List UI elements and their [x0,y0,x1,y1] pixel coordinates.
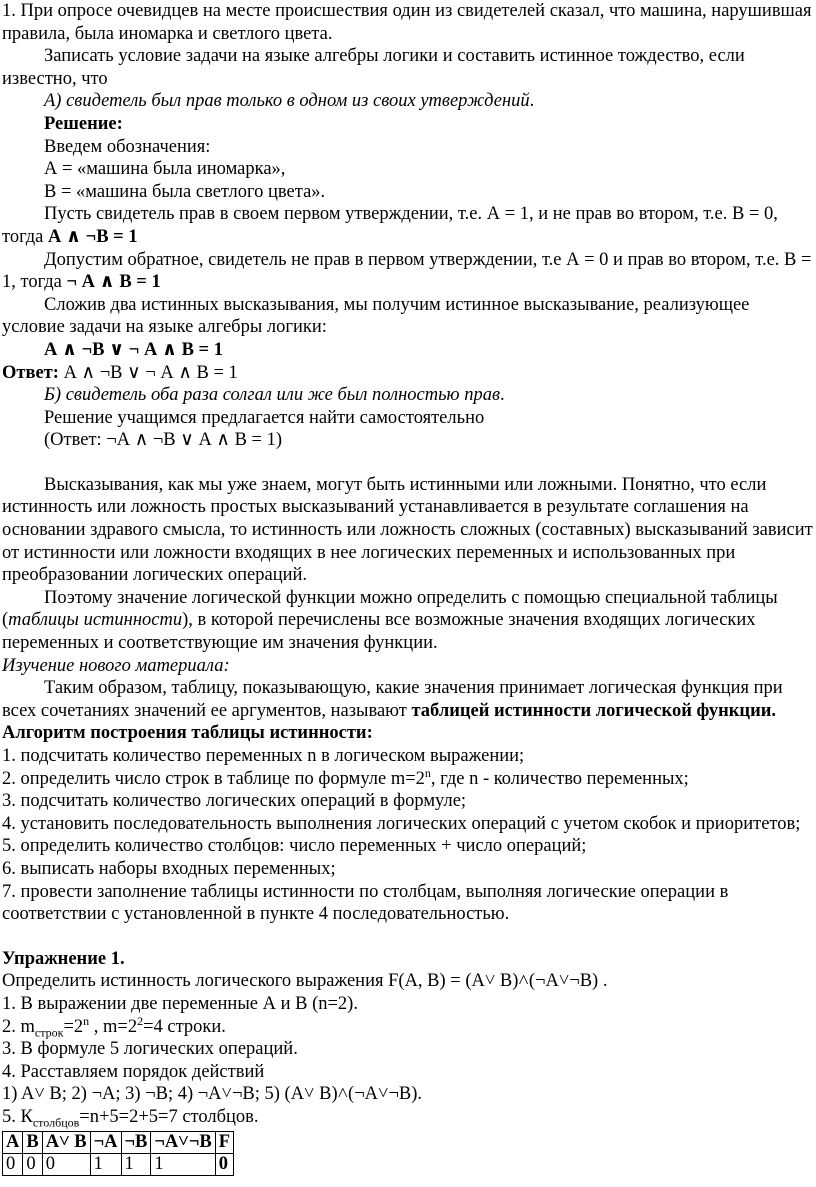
second-case-text: Допустим обратное, свидетель не прав в первом утверждении, т.е А = 0 и прав во втором, т.е. В = 1, тогда [2,249,812,293]
algorithm-step-7: 7. провести заполнение таблицы истинности по столбцам, выполняя логические операции в соответствии с установленной в пункте 4 последовательностью. [2,881,729,925]
exercise-task: Определить истинность логического выражения F(A, B) = (A˅ B)˄(¬A˅¬B) . [2,971,608,992]
l6-sub: столбцов [32,1115,80,1130]
table-row [3,1153,234,1175]
definition-b: В = «машина была светлого цвета». [44,181,326,202]
l2-a: 2. m [2,1016,35,1037]
l2-sup1: n [83,1013,90,1028]
table-header-cell: ¬A˅¬B [151,1131,215,1153]
problem-statement: 1. При опросе очевидцев на месте происшествия один из свидетелей сказал, что машина, нарушившая правила, была иномарка и светлого цвета. [2,1,812,44]
new-material-heading: Изучение нового материала: [2,655,230,676]
table-header-cell: F [215,1131,233,1153]
truth-table [2,1131,234,1176]
algorithm-step-5: 5. определить количество столбцов: число переменных + число операций; [2,836,587,857]
algorithm-step-4: 4. установить последовательность выполнения логических операций с учетом скобок и приоритетов; [2,813,801,834]
sum-text: Сложив два истинных высказывания, мы получим истинное высказывание, реализующее условие задачи на языке алгебры логики: [2,294,750,338]
table-header-cell: A [3,1131,23,1153]
table-cell: 1 [151,1153,215,1175]
answer-formula: А ∧ ¬В ∨ ¬ А ∧ В = 1 [58,362,238,383]
case-a-dot: . [529,91,535,112]
case-b [2,384,814,407]
second-case [2,249,814,294]
algorithm-step-6: 6. выписать наборы входных переменных; [2,858,336,879]
spacer [2,926,814,948]
student-task: Решение учащимся предлагается найти самостоятельно [44,407,485,428]
table-cell-result: 0 [215,1153,233,1175]
algorithm-heading: Алгоритм построения таблицы истинности: [2,723,373,744]
algorithm-step-2 [2,765,814,791]
table-header-cell: A˅ B [42,1131,90,1153]
l2-d: =4 строки. [143,1016,226,1037]
table-header-cell: B [23,1131,42,1153]
case-b-dot: . [500,385,505,406]
case-a-text: А) свидетель был прав только в одном из своих утверждений [44,91,530,112]
table-cell: 1 [90,1153,121,1175]
step2-sup: n [424,765,431,780]
definition-a: А = «машина была иномарка», [44,159,286,180]
algorithm-step-3: 3. подсчитать количество логических операций в формуле; [2,791,467,812]
l6-a: 5. К [2,1106,33,1127]
answer [2,362,814,385]
para3-before: Таким образом, таблицу, показывающую, какие значения принимает логическая функция при всех сочетаниях значений ее аргументов, называют [2,678,783,721]
theory-paragraph-1: Высказывания, как мы уже знаем, могут быть истинными или ложными. Понятно, что если истинность или ложность простых высказываний устанавливается в результате соглашения на основании здравого смысла, то истинность или ложность сложных (составных) высказываний зависит от истинности или ложности входящих в нее логических переменных и использованных при преобразовании логических операций. [2,474,813,586]
first-case [2,203,814,248]
step2-before: 2. определить число строк в таблице по формуле m=2 [2,768,425,789]
solution-heading: Решение: [44,113,123,134]
para3-bold: таблицей истинности логической функции. [411,700,777,721]
table-header-cell: ¬A [90,1131,121,1153]
theory-paragraph-2 [2,587,814,655]
notation-intro: Введем обозначения: [44,136,211,157]
table-cell: 1 [121,1153,151,1175]
case-b-text: Б) свидетель оба раза солгал или же был полностью прав [44,385,500,406]
algorithm-step-1: 1. подсчитать количество переменных n в логическом выражении; [2,746,525,766]
first-case-text: Пусть свидетель прав в своем первом утверждении, т.е. А = 1, и не прав во втором, т.е. В = 0, тогда [2,204,778,247]
first-case-formula: А ∧ ¬В = 1 [48,226,138,247]
para2-italic: таблицы истинности [8,610,183,631]
l2-c: , m=2 [89,1016,138,1037]
l2-sub: строк [34,1025,64,1040]
table-cell: 0 [42,1153,90,1175]
theory-paragraph-3 [2,677,814,722]
exercise-line-4: 4. Расставляем порядок действий [2,1061,265,1082]
para2-after: ), в которой перечислены все возможные значения входящих логических переменных и соответствующие им значения функции. [2,610,756,654]
student-answer: (Ответ: ¬А ∧ ¬В ∨ А ∧ В = 1) [44,430,283,451]
para2-before: Поэтому значение логической функции можно определить с помощью специальной таблицы ( [2,587,778,631]
l2-b: =2 [63,1016,84,1037]
step2-after: , где n - количество переменных; [430,768,689,789]
spacer [2,452,814,474]
table-header-cell: ¬B [121,1131,151,1153]
exercise-line-1: 1. В выражении две переменные А и В (n=2). [2,993,358,1014]
case-a [2,90,814,113]
exercise-line-5: 1) A˅ B; 2) ¬A; 3) ¬B; 4) ¬A˅¬B; 5) (A˅ B)˄(¬A˅¬B). [2,1084,422,1105]
exercise-heading: Упражнение 1. [2,948,125,969]
answer-label: Ответ: [2,362,59,383]
table-cell: 0 [3,1153,23,1175]
l6-b: =n+5=2+5=7 столбцов. [79,1106,259,1127]
second-case-formula: ¬ А ∧ В = 1 [66,272,161,293]
sum-formula: А ∧ ¬В ∨ ¬ А ∧ В = 1 [44,339,223,360]
exercise-line-3: 3. В формуле 5 логических операций. [2,1039,298,1060]
table-cell: 0 [23,1153,42,1175]
task-text: Записать условие задачи на языке алгебры логики и составить истинное тождество, если известно, что [2,46,745,89]
l2-sup2: 2 [137,1013,144,1028]
truth-table-header-row [3,1131,234,1153]
exercise-line-6 [2,1106,814,1129]
exercise-line-2 [2,1013,814,1040]
